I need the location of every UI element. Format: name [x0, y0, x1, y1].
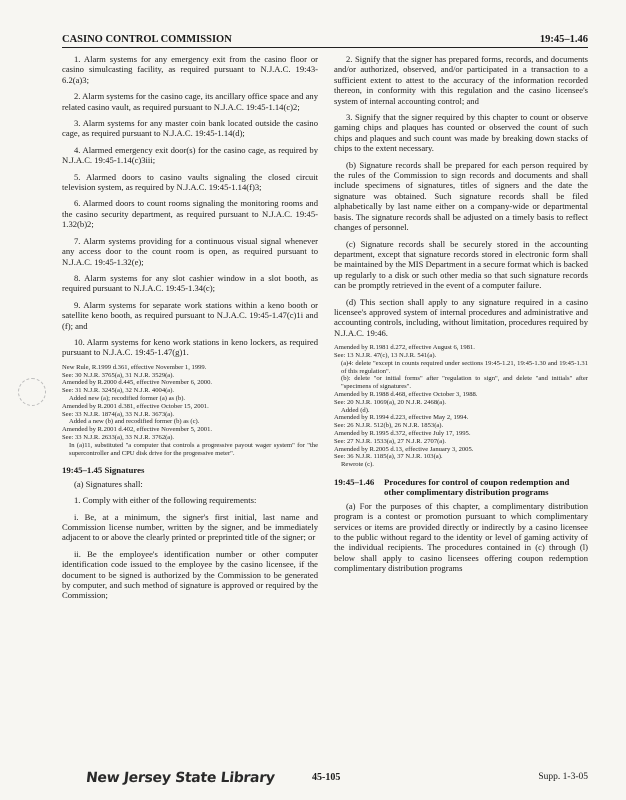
subsection-a: (a) For the purposes of this chapter, a complimentary distribution program is a contest or promotion pursuant to which complimentary services or items are provided directly or indirectly by a casino licensee to the public without regard to the identity or level of gaming activity of the individual recipients. The procedures contained in (c) through (l) below shall apply to casino licensees offering coupon redemption complimentary distribution programs — [334, 500, 588, 574]
list-item: 4. Alarmed emergency exit door(s) for the casino cage, as required by N.J.A.C. 19:45-1.14(c)3iii; — [62, 144, 318, 166]
history-line: See: 33 N.J.R. 2633(a), 33 N.J.R. 3762(a). — [62, 433, 175, 441]
page-footer — [62, 770, 588, 790]
history-line: Rewrote (c). — [341, 461, 374, 469]
page-number: 45-105 — [312, 772, 341, 783]
section-heading — [334, 477, 588, 498]
list-item: 3. Alarm systems for any master coin bank located outside the casino cage, as required pursuant to N.J.A.C. 19:45-1.14(d); — [62, 118, 318, 139]
subsection-c: (c) Signature records shall be securely stored in the accounting department, except that signature records stored in electronic form shall be maintained by the MIS Department in a secure format which is backed up regularly to a disk or such other media so that such signature records can be promptly retrieved in the event of a computer failure. — [334, 238, 588, 291]
list-item: 1. Alarm systems for any emergency exit from the casino floor or casino simulcasting facility, as required pursuant to N.J.A.C. 19:43-6.2(a)3; — [62, 54, 318, 85]
history-line: (a)4: delete "except in counts required under sections 19:45-1.21, 19:45-1.30 and 19:45-1.31 of this regulation". — [341, 359, 588, 375]
paragraph-2: 2. Signify that the signer has prepared forms, records, and documents and/or authorized, observed, and/or participated in a transaction to a sufficient extent to attest to the accuracy of the information recorded thereon, in conformity with this regulation and the casino licensee's system of internal accounting control; and — [334, 54, 588, 106]
list-item: 6. Alarmed doors to count rooms signaling the monitoring rooms and the casino security department, as required pursuant to N.J.A.C. 19:45-1.32(b)2; — [62, 198, 318, 230]
section-heading: 19:45–1.45 Signatures — [62, 465, 145, 476]
history-line: See: 33 N.J.R. 1874(a), 33 N.J.R. 3673(a). — [62, 410, 175, 418]
history-notes — [62, 364, 318, 458]
punch-hole-mark — [18, 378, 46, 406]
history-line: See: 31 N.J.R. 3245(a), 32 N.J.R. 4004(a). — [62, 387, 175, 395]
history-line: See: 27 N.J.R. 1533(a), 27 N.J.R. 2707(a). — [334, 437, 447, 445]
library-stamp: New Jersey State Library — [85, 770, 276, 786]
history-line: See: 26 N.J.R. 512(b), 26 N.J.R. 1853(a). — [334, 422, 444, 430]
list-item: 7. Alarm systems providing for a continuous visual signal whenever any access door to the count room is open, as required pursuant to N.J.A.C. 19:45-1.32(e); — [62, 235, 318, 267]
list-item: 9. Alarm systems for separate work stations within a keno booth or satellite keno booth, as required pursuant to N.J.A.C. 19:45-1.47(c)1i and (f); and — [62, 299, 318, 331]
history-line: Amended by R.1981 d.272, effective August 6, 1981. — [334, 344, 475, 352]
running-header — [62, 34, 588, 48]
list-item: 8. Alarm systems for any slot cashier window in a slot booth, as required pursuant to N.J.A.C. 19:45-1.34(c); — [62, 272, 318, 294]
paragraph-1: 1. Comply with either of the following requirements: — [74, 495, 257, 506]
history-line: In (a)11, substituted "a computer that controls a progressive payout wager system" for "the supercontroller and CPU disk drive for the progressive meter". — [69, 441, 318, 457]
history-line: Amended by R.2001 d.402, effective November 5, 2001. — [62, 426, 213, 434]
history-line: Added (d). — [341, 406, 370, 414]
history-line: Added new (a); recodified former (a) as (b). — [69, 394, 186, 402]
section-number: 19:45–1.46 — [334, 476, 375, 487]
header-title: CASINO CONTROL COMMISSION — [62, 34, 232, 45]
list-item: 2. Alarm systems for the casino cage, its ancillary office space and any related casino vault, as required pursuant to N.J.A.C. 19:45-1.14(c)2; — [62, 91, 318, 112]
history-line: New Rule, R.1999 d.361, effective November 1, 1999. — [62, 363, 207, 371]
supplement-date: Supp. 1-3-05 — [538, 772, 588, 782]
paragraph-1ii: ii. Be the employee's identification number or other computer identification code issued to the employee by the casino licensee, if the document to be signed is authorized by the Commission to be generated by computer, and such method of signature is approved or required by the Commission; — [62, 548, 318, 601]
section-title: Procedures for control of coupon redemption and other complimentary distribution programs — [384, 476, 570, 498]
history-line: Amended by R.1995 d.372, effective July 17, 1995. — [334, 429, 471, 437]
history-notes — [334, 344, 588, 469]
paragraph-1i: i. Be, at a minimum, the signer's first initial, last name and Commission license number, written by the signer, and be immediately adjacent to or above the clearly printed or preprinted title of the signer; or — [62, 511, 318, 543]
history-line: See: 30 N.J.R. 3765(a), 31 N.J.R. 3529(a). — [62, 371, 175, 379]
left-column — [62, 54, 318, 607]
subsection-b: (b) Signature records shall be prepared for each person required by the rules of the Commission to sign records and documents and shall include specimens of signatures, titles of signers and the date the signature was obtained. Such signature records shall be filed alphabetically by last name either on a company-wide or departmental basis. The signature records shall be adjusted on a timely basis to reflect changes of personnel. — [334, 159, 588, 233]
history-line: See: 13 N.J.R. 47(c), 13 N.J.R. 541(a). — [334, 351, 437, 359]
history-line: (b): delete "or initial forms" after "regulation to sign", and delete "and initials" after "specimens of signatures". — [341, 375, 588, 391]
history-line: Amended by R.2001 d.381, effective October 15, 2001. — [62, 402, 209, 410]
history-line: See: 36 N.J.R. 1185(a), 37 N.J.R. 103(a). — [334, 453, 443, 461]
history-line: Added a new (b) and recodified former (b) as (c). — [69, 418, 200, 426]
subsection-a: (a) Signatures shall: — [74, 478, 143, 489]
history-line: Amended by R.1994 d.223, effective May 2, 1994. — [334, 414, 469, 422]
history-line: See: 20 N.J.R. 1069(a), 20 N.J.R. 2468(a). — [334, 398, 447, 406]
list-item: 5. Alarmed doors to casino vaults signaling the closed circuit television system, as required by N.J.A.C. 19:45-1.14(f)3; — [62, 171, 318, 193]
history-line: Amended by R.1988 d.468, effective October 3, 1988. — [334, 390, 478, 398]
history-line: Amended by R.2005 d.13, effective January 3, 2005. — [334, 445, 474, 453]
right-column — [334, 54, 588, 580]
header-section: 19:45–1.46 — [539, 34, 588, 45]
subsection-d: (d) This section shall apply to any signature required in a casino licensee's approved system of internal procedures and administrative and accounting controls, including, without limitation, procedures required by N.J.A.C. 19:46. — [334, 296, 588, 338]
list-item: 10. Alarm systems for keno work stations in keno lockers, as required pursuant to N.J.A.C. 19:45-1.47(g)1. — [62, 336, 318, 358]
history-line: Amended by R.2000 d.445, effective November 6, 2000. — [62, 379, 213, 387]
paragraph-3: 3. Signify that the signer required by this chapter to count or observe gaming chips and plaques has counted or observed the count of such chips and plaques and such count was made by breaking down stacks of chips to the extent necessary. — [334, 112, 588, 154]
